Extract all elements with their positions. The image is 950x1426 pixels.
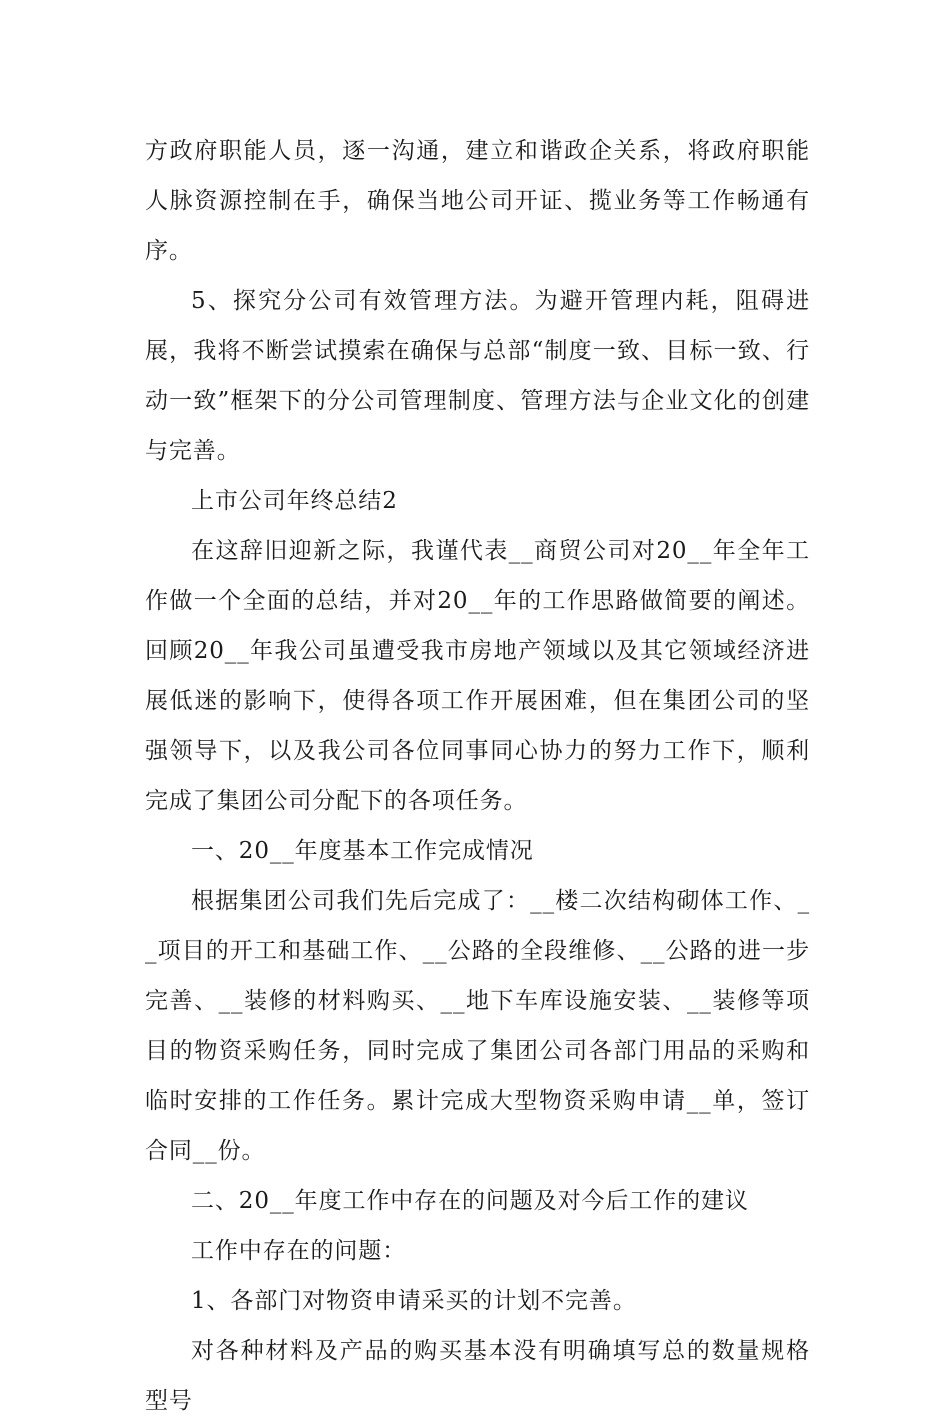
paragraph-2: 5、探究分公司有效管理方法。为避开管理内耗，阻碍进展，我将不断尝试摸索在确保与总部“制度一致、目标一致、行动一致”框架下的分公司管理制度、管理方法与企业文化的创建与完善。 bbox=[145, 288, 810, 464]
list-item-1: 1、各部门对物资申请采买的计划不完善。 bbox=[191, 1288, 637, 1314]
heading-1: 一、20__年度基本工作完成情况 bbox=[191, 838, 534, 864]
paragraph-3: 在这辞旧迎新之际，我谨代表__商贸公司对20__年全年工作做一个全面的总结，并对20__年的工作思路做简要的阐述。回顾20__年我公司虽遭受我市房地产领域以及其它领域经济进展低迷的影响下，使得各项工作开展困难，但在集团公司的坚强领导下，以及我公司各位同事同心协力的努力工作下，顺利完成了集团公司分配下的各项任务。 bbox=[145, 538, 810, 814]
section-title: 上市公司年终总结2 bbox=[191, 488, 398, 514]
paragraph-4: 根据集团公司我们先后完成了：__楼二次结构砌体工作、__项目的开工和基础工作、__公路的全段维修、__公路的进一步完善、__装修的材料购买、__地下车库设施安装、__装修等项目的物资采购任务，同时完成了集团公司各部门用品的采购和临时安排的工作任务。累计完成大型物资采购申请__单，签订合同__份。 bbox=[145, 888, 810, 1164]
document-body bbox=[145, 126, 810, 1426]
paragraph-5: 对各种材料及产品的购买基本没有明确填写总的数量规格型号 bbox=[145, 1338, 810, 1414]
paragraph-1: 方政府职能人员，逐一沟通，建立和谐政企关系，将政府职能人脉资源控制在手，确保当地公司开证、揽业务等工作畅通有序。 bbox=[145, 138, 810, 264]
heading-2: 二、20__年度工作中存在的问题及对今后工作的建议 bbox=[191, 1188, 749, 1214]
subheading-problems: 工作中存在的问题： bbox=[191, 1238, 407, 1264]
